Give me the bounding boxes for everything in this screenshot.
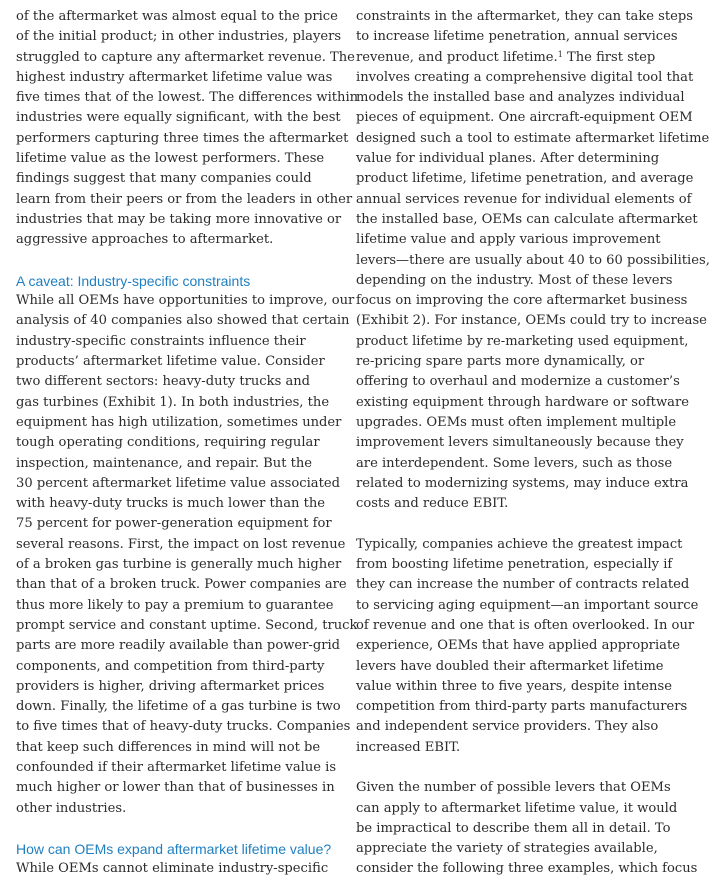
text-line: can apply to aftermarket lifetime value, it would bbox=[356, 800, 678, 816]
text-line: product lifetime, lifetime penetration, and average bbox=[356, 171, 694, 187]
section-heading: How can OEMs expand aftermarket lifetime value? bbox=[16, 841, 332, 858]
text-line: increased EBIT. bbox=[356, 739, 461, 755]
paragraph-gap bbox=[356, 514, 686, 534]
text-line: focus on improving the core aftermarket business bbox=[356, 293, 688, 309]
text-line: the installed base, OEMs can calculate aftermarket bbox=[356, 211, 698, 227]
text-line: learn from their peers or from the leaders in other bbox=[16, 191, 353, 207]
text-line: several reasons. First, the impact on lost revenue bbox=[16, 536, 346, 552]
text-line-with-footnote bbox=[356, 48, 686, 68]
text-line: While OEMs cannot eliminate industry-specific bbox=[16, 861, 329, 877]
text-line: lifetime value as the lowest performers. These bbox=[16, 151, 325, 167]
text-line: are interdependent. Some levers, such as those bbox=[356, 455, 673, 471]
text-line: tough operating conditions, requiring regular bbox=[16, 435, 320, 451]
text-line: that keep such differences in mind will not be bbox=[16, 739, 321, 755]
text-line: confounded if their aftermarket lifetime value is bbox=[16, 759, 337, 775]
text-line: levers—there are usually about 40 to 60 possibilities, bbox=[356, 252, 710, 268]
paragraph-gap bbox=[356, 758, 686, 778]
text-line: competition from third-party parts manufacturers bbox=[356, 699, 688, 715]
text-fragment: revenue, and product lifetime. bbox=[356, 49, 558, 65]
text-line: highest industry aftermarket lifetime value was bbox=[16, 69, 333, 85]
text-line: costs and reduce EBIT. bbox=[356, 496, 509, 512]
paragraph bbox=[16, 7, 359, 251]
text-line: Typically, companies achieve the greatest impact bbox=[356, 536, 683, 552]
text-line: lifetime value and apply various improvement bbox=[356, 232, 661, 248]
text-line: industry-specific constraints influence their bbox=[16, 333, 306, 349]
paragraph-gap bbox=[16, 819, 338, 839]
text-line: products’ aftermarket lifetime value. Consider bbox=[16, 354, 325, 370]
text-line: parts are more readily available than power-grid bbox=[16, 638, 341, 654]
text-line: models the installed base and analyzes individual bbox=[356, 90, 685, 106]
right-column bbox=[356, 7, 710, 880]
text-line: equipment has high utilization, sometimes under bbox=[16, 414, 342, 430]
text-line: industries that may be taking more innovative or bbox=[16, 211, 342, 227]
text-line: two different sectors: heavy-duty trucks and bbox=[16, 374, 311, 390]
text-line: related to modernizing systems, may induce extra bbox=[356, 475, 689, 491]
text-line: struggled to capture any aftermarket revenue. The bbox=[16, 49, 355, 65]
text-line: While all OEMs have opportunities to improve, our bbox=[16, 293, 355, 309]
text-line: down. Finally, the lifetime of a gas turbine is two bbox=[16, 699, 341, 715]
text-line: components, and competition from third-party bbox=[16, 658, 325, 674]
text-line: of a broken gas turbine is generally much higher bbox=[16, 557, 342, 573]
text-line: pieces of equipment. One aircraft-equipment OEM bbox=[356, 110, 693, 126]
text-line: and independent service providers. They also bbox=[356, 719, 659, 735]
paragraph bbox=[356, 778, 698, 879]
text-line: analysis of 40 companies also showed that certain bbox=[16, 313, 350, 329]
text-line: prompt service and constant uptime. Second, truck bbox=[16, 617, 358, 633]
text-line: be impractical to describe them all in detail. To bbox=[356, 820, 671, 836]
text-line: of the aftermarket was almost equal to the price bbox=[16, 9, 338, 24]
text-line: from boosting lifetime penetration, especially if bbox=[356, 557, 673, 573]
text-line: to increase lifetime penetration, annual services bbox=[356, 29, 678, 45]
text-line: existing equipment through hardware or software bbox=[356, 394, 689, 410]
paragraph bbox=[356, 535, 699, 758]
text-line: levers have doubled their aftermarket lifetime bbox=[356, 658, 664, 674]
text-line: involves creating a comprehensive digital tool that bbox=[356, 69, 694, 85]
text-fragment: The first step bbox=[562, 49, 656, 65]
text-line: 75 percent for power-generation equipment for bbox=[16, 516, 332, 532]
left-column bbox=[16, 7, 359, 880]
text-line: with heavy-duty trucks is much lower than the bbox=[16, 496, 326, 512]
section-heading: A caveat: Industry-specific constraints bbox=[16, 272, 251, 289]
text-line: than that of a broken truck. Power companies are bbox=[16, 577, 347, 593]
text-line: gas turbines (Exhibit 1). In both industries, the bbox=[16, 394, 330, 410]
text-line: they can increase the number of contracts related bbox=[356, 577, 690, 593]
text-line: re-pricing spare parts more dynamically, or bbox=[356, 354, 645, 370]
text-line: (Exhibit 2). For instance, OEMs could try to increase bbox=[356, 313, 707, 329]
text-line: depending on the industry. Most of these levers bbox=[356, 272, 673, 288]
text-line: Given the number of possible levers that OEMs bbox=[356, 780, 671, 796]
text-line: of the initial product; in other industries, players bbox=[16, 29, 342, 45]
text-line: much higher or lower than that of businesses in bbox=[16, 780, 335, 796]
text-line: annual services revenue for individual elements of bbox=[356, 191, 692, 207]
text-line: to servicing aging equipment—an important source bbox=[356, 597, 699, 613]
text-line: improvement levers simultaneously because they bbox=[356, 435, 684, 451]
text-line: upgrades. OEMs must often implement multiple bbox=[356, 414, 677, 430]
footnote-marker: 1 bbox=[557, 49, 563, 59]
paragraph bbox=[16, 291, 358, 819]
text-line: aggressive approaches to aftermarket. bbox=[16, 232, 274, 248]
text-line: 30 percent aftermarket lifetime value associated bbox=[16, 475, 340, 491]
text-line: other industries. bbox=[16, 800, 127, 816]
text-line: of revenue and one that is often overlooked. In our bbox=[356, 617, 695, 633]
text-line: five times that of the lowest. The differences within bbox=[16, 90, 359, 106]
text-line: constraints in the aftermarket, they can take steps bbox=[356, 9, 694, 24]
text-line: to five times that of heavy-duty trucks. Companies bbox=[16, 719, 351, 735]
text-line: performers capturing three times the aftermarket bbox=[16, 130, 349, 146]
paragraph bbox=[16, 859, 338, 879]
text-line: providers is higher, driving aftermarket prices bbox=[16, 678, 325, 694]
text-line: consider the following three examples, which focus bbox=[356, 861, 698, 877]
text-line: designed such a tool to estimate aftermarket lifetime bbox=[356, 130, 710, 146]
paragraph-gap bbox=[16, 251, 338, 271]
text-line: value within three to five years, despite intense bbox=[356, 678, 672, 694]
paragraph bbox=[356, 7, 710, 514]
text-line: value for individual planes. After determining bbox=[356, 151, 660, 167]
text-line: inspection, maintenance, and repair. But the bbox=[16, 455, 313, 471]
text-line: industries were equally significant, with the best bbox=[16, 110, 341, 126]
text-line: appreciate the variety of strategies available, bbox=[356, 841, 658, 857]
text-line: findings suggest that many companies could bbox=[16, 171, 312, 187]
text-line: thus more likely to pay a premium to guarantee bbox=[16, 597, 334, 613]
text-line: product lifetime by re-marketing used equipment, bbox=[356, 333, 689, 349]
text-line: experience, OEMs that have applied appropriate bbox=[356, 638, 680, 654]
text-line: offering to overhaul and modernize a customer’s bbox=[356, 374, 680, 390]
